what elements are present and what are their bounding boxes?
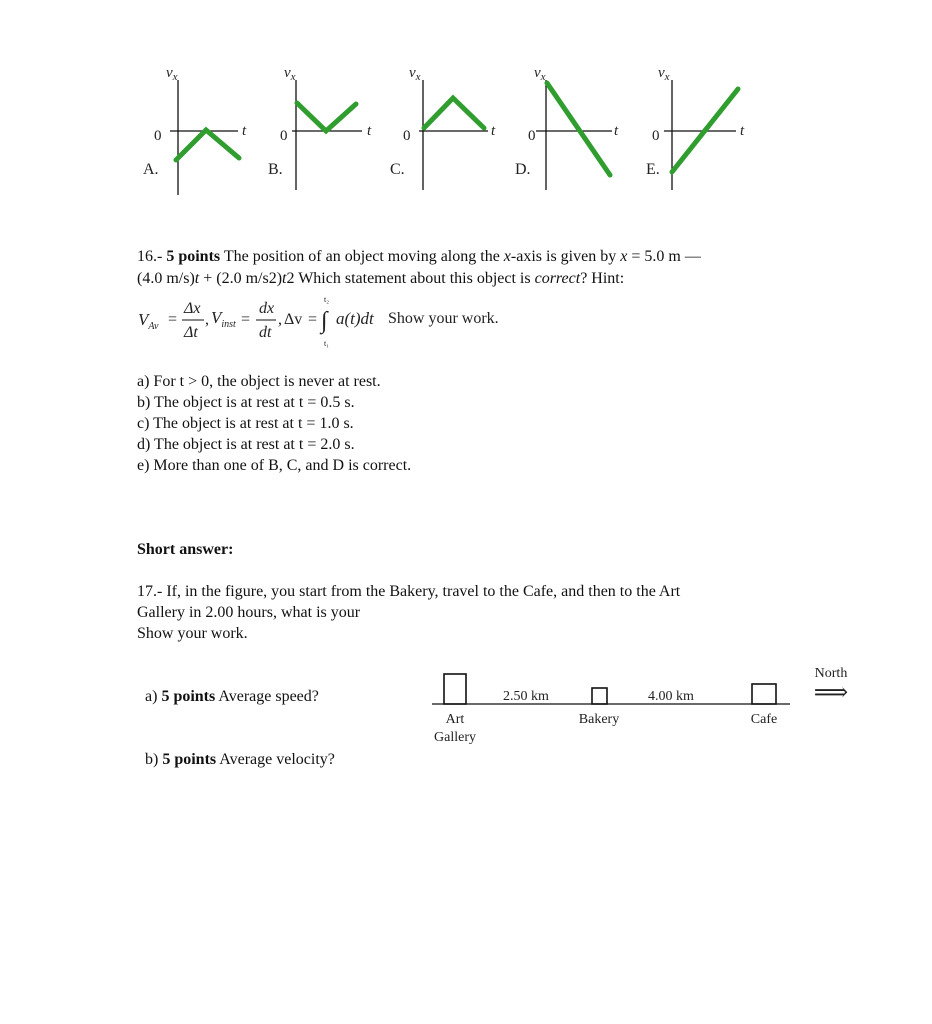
choice-c: c) The object is at rest at t = 1.0 s. (137, 415, 354, 432)
graph-e-t-label: t (740, 123, 745, 139)
q17-b-points: 5 points (162, 751, 217, 768)
q17-line1: 17.- If, in the figure, you start from the Bakery, travel to the Cafe, and then to the Art (137, 583, 681, 600)
formula-comma1: , (205, 311, 209, 328)
distance-2: 4.00 km (648, 689, 694, 704)
choice-a: a) For t > 0, the object is never at rest. (137, 373, 381, 390)
map-figure (420, 660, 860, 755)
q17-part-b (145, 749, 335, 770)
q16-line2-d: ? Hint: (580, 270, 625, 287)
graph-b-zero: 0 (280, 128, 288, 144)
graph-a-t-label: t (242, 123, 247, 139)
choice-b: b) The object is at rest at t = 0.5 s. (137, 394, 355, 411)
q17-line3: Show your work. (137, 625, 248, 642)
north-label: North (814, 666, 848, 681)
choice-d: d) The object is at rest at t = 2.0 s. (137, 436, 355, 453)
formula-eq1: = (168, 311, 178, 328)
q17-b-text: Average velocity? (216, 751, 335, 768)
graph-b-t-label: t (367, 123, 372, 139)
formula-v-av: $V_{Av}$ (138, 310, 159, 332)
formula-eq2: = (241, 311, 251, 328)
q16-points: 5 points (166, 248, 221, 265)
cafe-label: Cafe (750, 712, 778, 727)
graph-a-vx-label: $v_x$ (166, 65, 178, 83)
gallery-label: Gallery (434, 730, 476, 745)
art-label: Art (445, 712, 465, 727)
graph-c-line (424, 98, 484, 128)
q17-a-text: Average speed? (215, 688, 319, 705)
graph-c-zero: 0 (403, 128, 411, 144)
graph-a (143, 65, 247, 195)
q16-number: 16.- (137, 248, 163, 265)
formula-dxdt-den: dt (259, 324, 272, 341)
graph-d (515, 65, 619, 190)
graph-b (268, 65, 372, 190)
graph-e (646, 65, 745, 190)
formula-dv: Δv (284, 311, 303, 328)
q16-line2-b: + (2.0 m/s2) (199, 270, 283, 287)
graph-c (390, 65, 496, 190)
graph-b-letter: B. (268, 161, 283, 178)
q16-line1-text-b: -axis is given by (510, 248, 621, 265)
hint-formula (130, 288, 550, 350)
art-gallery-building (444, 674, 466, 704)
graph-e-zero: 0 (652, 128, 660, 144)
bakery-label: Bakery (578, 712, 620, 727)
formula-dx-num: Δx (184, 300, 201, 317)
graph-d-letter: D. (515, 161, 531, 178)
q16-eq-var: x (620, 248, 628, 265)
formula-dt-den: Δt (184, 324, 198, 341)
graph-a-letter: A. (143, 161, 159, 178)
hint-show-work: Show your work. (388, 310, 499, 327)
formula-lower: t₁ (324, 339, 330, 348)
graph-d-zero: 0 (528, 128, 536, 144)
short-answer-heading: Short answer: (137, 541, 234, 558)
q16-line2-correct: correct (534, 270, 581, 287)
graph-a-line (176, 130, 239, 160)
graph-c-letter: C. (390, 161, 405, 178)
q17-a-points: 5 points (161, 688, 216, 705)
bakery-building (592, 688, 607, 704)
q16-line2-sup: 2 (286, 270, 295, 287)
q17-prompt (137, 581, 680, 644)
q16-line2-t: t (194, 270, 200, 287)
graph-b-line (297, 103, 356, 131)
q16-line2-t2: t (282, 270, 287, 287)
q16-choices (137, 371, 411, 476)
q17-part-a (145, 686, 319, 707)
graph-c-vx-label: $v_x$ (409, 65, 421, 83)
graph-d-t-label: t (614, 123, 619, 139)
q16-line1 (137, 246, 701, 267)
q16-line2-a: (4.0 m/s) (137, 270, 195, 287)
graph-d-vx-label: $v_x$ (534, 65, 546, 83)
graph-a-zero: 0 (154, 128, 162, 144)
velocity-graphs (0, 0, 932, 200)
q16-line1-text: The position of an object moving along the (223, 248, 504, 265)
formula-comma2: , (278, 311, 282, 328)
formula-eq3: = (308, 311, 318, 328)
q17-a-prefix: a) (145, 688, 162, 705)
q16-line2 (137, 268, 624, 289)
cafe-building (752, 684, 776, 704)
q17-line2: Gallery in 2.00 hours, what is your (137, 604, 361, 621)
q17-b-prefix: b) (145, 751, 163, 768)
graph-d-line (547, 83, 610, 175)
q16-line2-c: Which statement about this object is (294, 270, 535, 287)
graph-e-vx-label: $v_x$ (658, 65, 670, 83)
distance-1: 2.50 km (503, 689, 549, 704)
graph-b-vx-label: $v_x$ (284, 65, 296, 83)
formula-integrand: a(t)dt (336, 309, 374, 328)
formula-v-inst: $V_{inst}$ (211, 308, 236, 330)
choice-e: e) More than one of B, C, and D is correct. (137, 457, 412, 474)
q16-line1-var: x (503, 248, 511, 265)
graph-c-t-label: t (491, 123, 496, 139)
q16-eq: = 5.0 m — (627, 248, 701, 265)
graph-e-letter: E. (646, 161, 660, 178)
formula-dxdt-num: dx (259, 300, 275, 317)
north-arrow-icon: ⟹ (813, 680, 849, 706)
formula-integral-sign: ∫ (321, 308, 328, 334)
formula-upper: t₂ (324, 295, 330, 304)
